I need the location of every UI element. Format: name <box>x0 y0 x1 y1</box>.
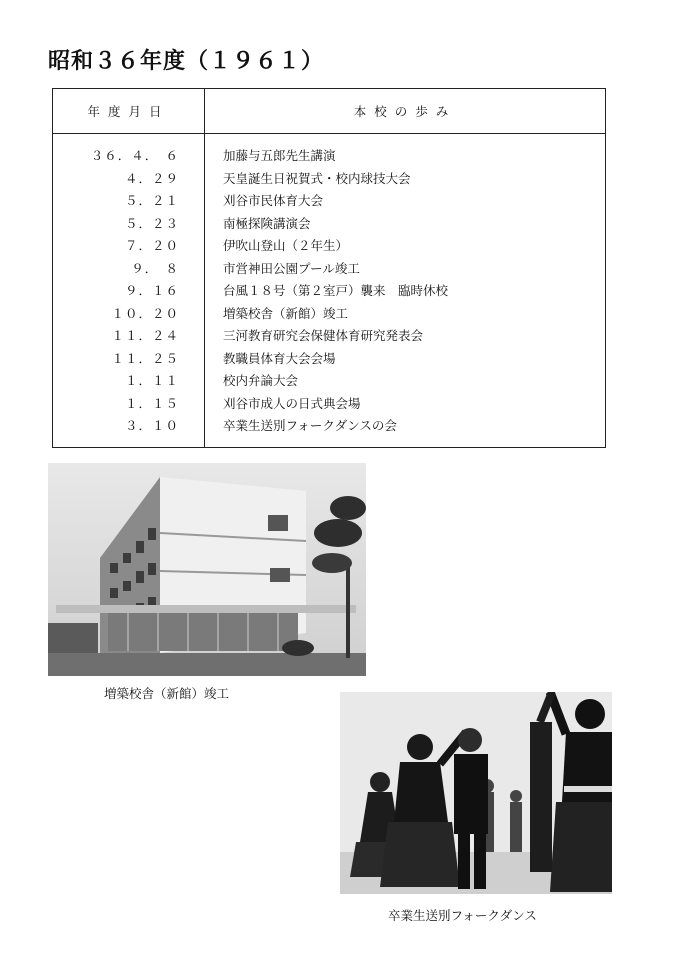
table-row <box>53 369 606 392</box>
event-date: ４．２９ <box>53 167 205 190</box>
event-date: １１．２４ <box>53 324 205 347</box>
header-event: 本校の歩み <box>205 89 606 134</box>
header-date: 年度月日 <box>53 89 205 134</box>
event-description: 教職員体育大会会場 <box>223 350 336 366</box>
event-description: 卒業生送別フォークダンスの会 <box>223 418 397 434</box>
event-date: ９．１６ <box>53 279 205 302</box>
folk-dance-photo <box>340 692 612 894</box>
event-description: 刈谷市成人の日式典会場 <box>223 395 361 411</box>
table-row <box>53 257 606 280</box>
table-row <box>53 167 606 190</box>
table-row <box>53 189 606 212</box>
event-description: 台風１８号（第２室戸）襲来 臨時休校 <box>223 283 449 299</box>
event-description: 校内弁論大会 <box>223 373 299 389</box>
event-date: ７．２０ <box>53 234 205 257</box>
event-date: ５．２１ <box>53 189 205 212</box>
table-row <box>53 302 606 325</box>
event-description: 刈谷市民体育大会 <box>223 193 324 209</box>
building-photo <box>48 463 366 676</box>
folk-dance-photo-caption: 卒業生送別フォークダンス <box>388 908 537 923</box>
event-date: ３６．４． ６ <box>53 144 205 167</box>
folk-dance-illustration <box>340 692 612 894</box>
table-row <box>53 212 606 235</box>
building-illustration <box>48 463 366 676</box>
event-description: 南極探険講演会 <box>223 215 311 231</box>
table-row <box>53 347 606 370</box>
event-description: 伊吹山登山（２年生） <box>223 238 349 254</box>
event-date: ５．２３ <box>53 212 205 235</box>
table-row <box>53 144 606 167</box>
table-row <box>53 414 606 437</box>
event-description: 市営神田公園プール竣工 <box>223 260 360 276</box>
table-row <box>53 392 606 415</box>
event-description: 加藤与五郎先生講演 <box>223 148 336 164</box>
event-description: 三河教育研究会保健体育研究発表会 <box>223 328 424 344</box>
table-header-row <box>53 89 606 134</box>
table-row <box>53 279 606 302</box>
event-date: １．１１ <box>53 369 205 392</box>
events-table <box>52 88 606 448</box>
event-date: ３．１０ <box>53 414 205 437</box>
table-row <box>53 324 606 347</box>
event-date: １０．２０ <box>53 302 205 325</box>
table-row <box>53 234 606 257</box>
building-photo-caption: 増築校舎（新館）竣工 <box>104 686 230 701</box>
event-date: １．１５ <box>53 392 205 415</box>
event-date: ９． ８ <box>53 257 205 280</box>
event-date: １１．２５ <box>53 347 205 370</box>
event-description: 増築校舎（新館）竣工 <box>223 305 349 321</box>
event-description: 天皇誕生日祝賀式・校内球技大会 <box>223 170 411 186</box>
page-title: 昭和３６年度（１９６１） <box>48 48 325 74</box>
